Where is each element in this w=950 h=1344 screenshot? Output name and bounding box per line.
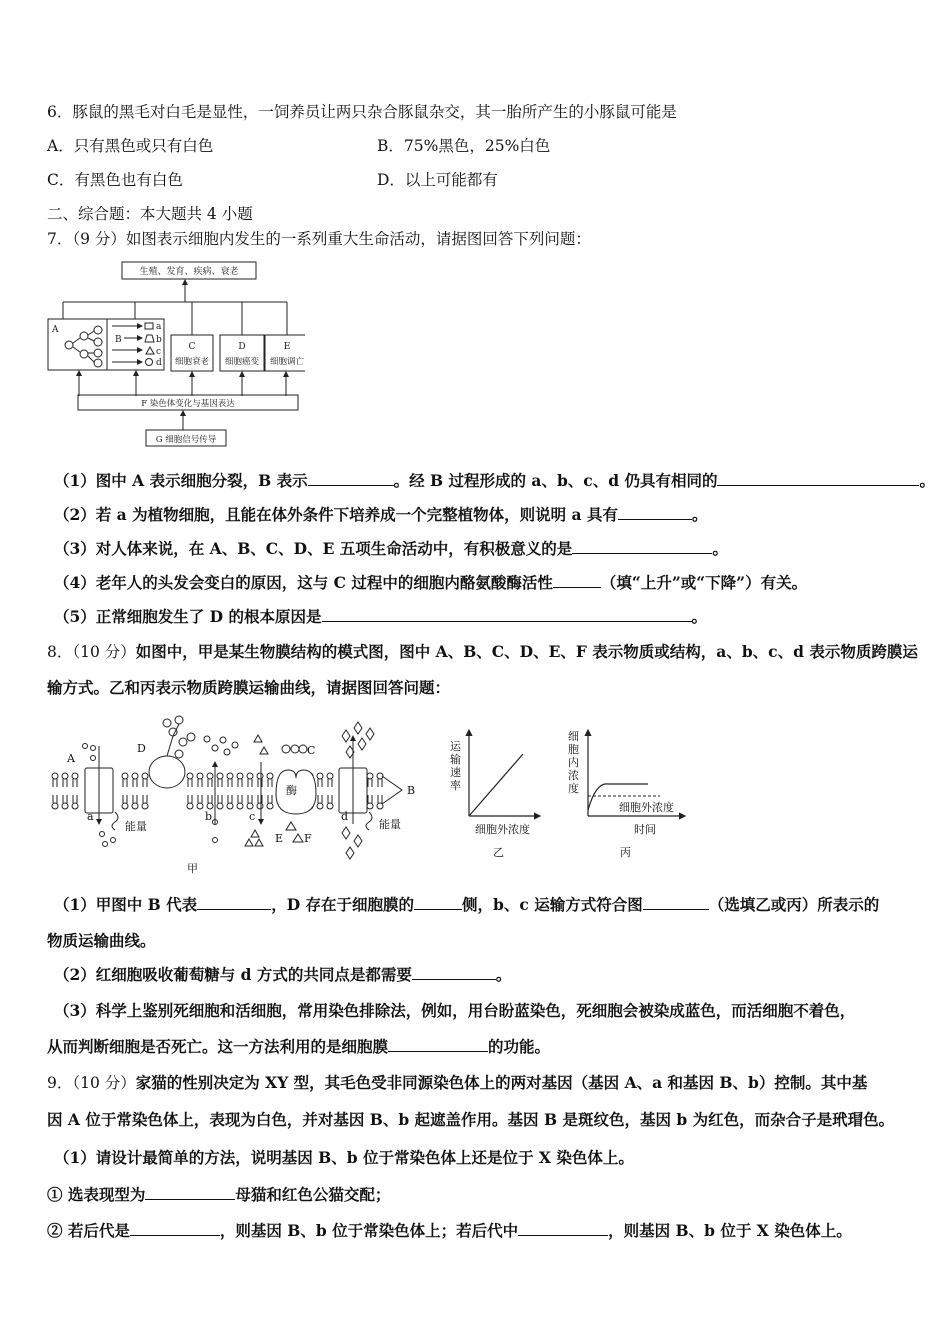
label-F: F [304,832,312,845]
q7-fig-cell-b: b [156,335,162,345]
q8-sub3-cont: 从而判断细胞是否死亡。这一方法利用的是细胞膜 的功能。 [47,1037,551,1056]
q6-option-d: D．以上可能都有 [377,171,498,189]
q7-fig-b: B [115,335,122,345]
q7-blank-4[interactable] [572,539,712,554]
q8-sub2: （2）红细胞吸收葡萄糖与 d 方式的共同点是都需要 。 [54,965,512,984]
yi-title: 乙 [493,846,504,859]
yi-xlabel: 细胞外浓度 [475,823,530,836]
glycoprotein-body [149,756,185,788]
label-enzyme: 酶 [286,784,297,797]
q9-blank-3[interactable] [518,1221,608,1236]
q7-fig-a: A [52,325,59,335]
bing-ylabel-1: 细 [568,730,579,743]
q8-stem-line2: 输方式。乙和丙表示物质跨膜运输曲线，请据图回答问题： [47,678,451,697]
q9-blank-2[interactable] [130,1221,220,1236]
q7-number: 7． [47,230,73,248]
q7-fig-d-label: 细胞癌变 [224,357,260,367]
q7-blank-1[interactable] [308,471,394,486]
q7-sub1: （1）图中 A 表示细胞分裂，B 表示 。经 B 过程形成的 a、b、c、d 仍具有相同的 。 [54,471,935,490]
bing-title: 丙 [620,846,631,859]
q7-fig-c-letter: C [188,342,196,352]
bing-ylabel-3: 内 [568,756,579,769]
q7-fig-cell-c: c [156,347,162,357]
label-D: D [137,742,146,755]
bing-curve-label: 细胞外浓度 [619,801,674,814]
q7-sub3: （3）对人体来说，在 A、B、C、D、E 五项生命活动中，有积极意义的是 。 [54,539,728,558]
bing-ylabel-4: 浓 [568,769,579,782]
q9-stem-line1: 9．（10 分）家猫的性别决定为 XY 型，其毛色受非同源染色体上的两对基因（基因 A、a 和基因 B、b）控制。其中基 [47,1073,868,1092]
q8-blank-4[interactable] [412,965,496,980]
q9-blank-1[interactable] [145,1185,235,1200]
q7-figure [45,258,305,454]
label-a: a [87,810,94,823]
q8-figure [45,712,690,877]
q7-fig-f: F 染色体变化与基因表达 [141,399,235,409]
label-B: B [407,784,416,797]
q7-fig-g: G 细胞信号传导 [155,435,217,445]
yi-ylabel-3: 速 [450,766,461,779]
yi-rate-line [469,754,523,816]
q7-fig-cell-d: d [156,358,162,368]
q8-sub3: （3）科学上鉴别死细胞和活细胞，常用染色排除法，例如，用台盼蓝染色，死细胞会被染成蓝色，而活细胞不着色， [54,1001,856,1020]
q7-fig-cell-a: a [156,322,162,332]
q7-sub4: （4）老年人的头发会变白的原因，这与 C 过程中的细胞内酪氨酸酶活性 （填“上升”或“下降”）有关。 [54,573,808,592]
q9-number: 9． [47,1074,73,1092]
q7-blank-6[interactable] [322,607,692,622]
yi-ylabel-1: 运 [450,740,461,753]
q9-score: （10 分） [72,1074,136,1092]
q8-score: （10 分） [72,643,136,661]
label-c: c [249,810,256,823]
q9-sub1: （1）请设计最简单的方法，说明基因 B、b 位于常染色体上还是位于 X 染色体上。 [54,1148,634,1167]
q8-blank-1[interactable] [197,895,271,910]
label-C: C [307,744,316,757]
q6-option-a: A．只有黑色或只有白色 [47,137,214,155]
q7-sub2: （2）若 a 为植物细胞，且能在体外条件下培养成一个完整植物体，则说明 a 具有 。 [54,505,708,524]
q7-fig-c-label: 细胞衰老 [174,357,210,367]
yi-ylabel-4: 率 [450,779,461,792]
label-A: A [67,752,75,765]
q9-step1: ① 选表现型为 母猫和红色公猫交配； [47,1185,391,1204]
q8-blank-2[interactable] [414,895,462,910]
q8-stem-line1: 8．（10 分）如图中，甲是某生物膜结构的模式图，图中 A、B、C、D、E、F 表示物质或结构，a、b、c、d 表示物质跨膜运 [47,642,918,661]
label-d: d [341,810,349,823]
bing-xlabel: 时间 [634,823,656,836]
q9-step2: ② 若后代是 ，则基因 B、b 位于常染色体上；若后代中 ，则基因 B、b 位于 X 染色体上。 [47,1221,852,1240]
structure-b [382,776,402,804]
q7-score: （9 分） [72,230,126,248]
label-energy-2: 能量 [379,818,401,831]
q7-blank-2[interactable] [717,471,919,486]
label-energy-1: 能量 [125,820,147,833]
q8-blank-5[interactable] [388,1037,488,1052]
label-jia: 甲 [187,862,198,875]
q8-blank-3[interactable] [643,895,709,910]
q9-stem-line2: 因 A 位于常染色体上，表现为白色，并对基因 B、b 起遮盖作用。基因 B 是斑纹色，基因 b 为红色，而杂合子是玳瑁色。 [47,1110,895,1129]
q7-fig-e-label: 细胞调亡 [269,357,305,367]
q6-stem: 6．豚鼠的黑毛对白毛是显性，一饲养员让两只杂合豚鼠杂交，其一胎所产生的小豚鼠可能是 [47,103,677,121]
label-b: b [205,810,213,823]
q7-blank-5[interactable] [553,573,601,588]
q8-sub1: （1）甲图中 B 代表 ，D 存在于细胞膜的 侧，b、c 运输方式符合图 （选填乙或丙）所表示的 [54,895,880,914]
q8-number: 8． [47,643,73,661]
q7-stem [47,229,591,249]
bing-ylabel-5: 度 [568,782,579,795]
q6-option-c: C．有黑色也有白色 [47,171,183,189]
q7-fig-top: 生殖、发育、疾病、衰老 [139,267,239,277]
label-E: E [275,832,284,845]
q7-fig-d-letter: D [238,342,246,352]
q6-option-b: B．75%黑色，25%白色 [377,137,551,155]
q7-stem-text: 如图表示细胞内发生的一系列重大生命活动，请据图回答下列问题： [125,230,591,248]
bing-ylabel-2: 胞 [568,743,579,756]
q7-blank-3[interactable] [618,505,692,520]
q7-sub5: （5）正常细胞发生了 D 的根本原因是 。 [54,607,708,626]
q8-sub1-cont: 物质运输曲线。 [47,931,156,950]
yi-ylabel-2: 输 [450,753,461,766]
q7-fig-e-letter: E [283,342,291,352]
section-title: 二、综合题：本大题共 4 小题 [47,205,253,223]
